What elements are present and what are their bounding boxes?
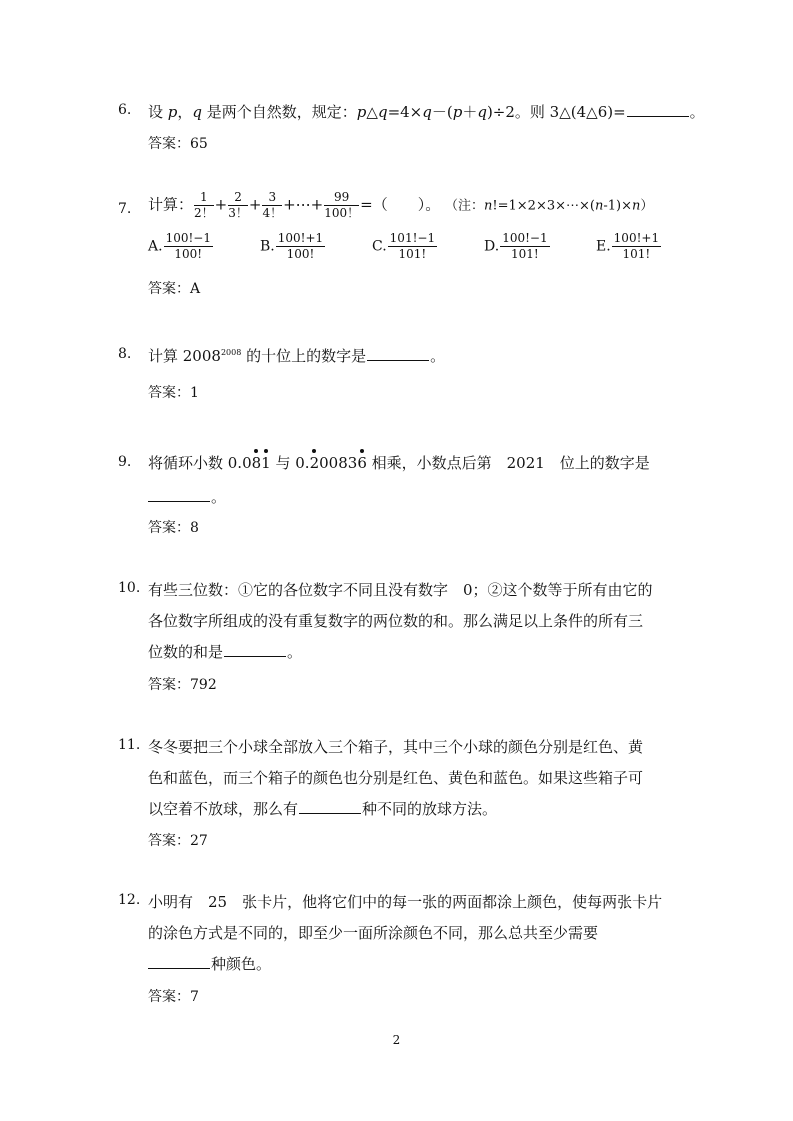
- q7-option-a: A. $\frac{100!-1}{100!}$: [148, 231, 211, 261]
- q12-line1: 小明有 25 张卡片，他将它们中的每一张的两面都涂上颜色，使每两张卡片: [148, 893, 663, 911]
- q9-text-line2: 。: [148, 486, 226, 507]
- answer-blank: [627, 104, 689, 117]
- fraction: $\frac{99}{100!}$: [324, 190, 360, 220]
- q10-line3: 位数的和是 。: [148, 643, 303, 661]
- answer-blank: [148, 489, 210, 502]
- q11-line3: 以空着不放球，那么有 种不同的放球方法。: [148, 800, 498, 818]
- q12-number: 12.: [118, 892, 141, 908]
- q8-text: 计算 $2008^{2008}$ 的十位上的数字是 。: [148, 347, 446, 365]
- answer-blank: [299, 801, 361, 814]
- q7-number: 7.: [118, 201, 132, 217]
- q11-line2: 色和蓝色，而三个箱子的颜色也分别是红色、黄色和蓝色。如果这些箱子可: [148, 769, 644, 787]
- q6-answer: 答案：65: [148, 136, 208, 152]
- q10-answer: 答案：792: [148, 677, 217, 693]
- q10-line1: 有些三位数：①它的各位数字不同且没有数字 0；②这个数等于所有由它的: [148, 581, 653, 599]
- q8-answer: 答案：1: [148, 385, 199, 401]
- q10-number: 10.: [118, 580, 141, 596]
- fraction: $\frac{1}{2!}$: [194, 190, 214, 220]
- q7-note: （注：n!=1×2×3×⋯×(n-1)×n）: [445, 198, 654, 214]
- q9-text: 将循环小数 0.081 与 0.200836 相乘，小数点后第 2021 位上的数字是: [148, 454, 650, 472]
- q7-option-d: D. $\frac{100!-1}{101!}$: [484, 231, 548, 261]
- q12-line2: 的涂色方式是不同的，即至少一面所涂颜色不同，那么总共至少需要: [148, 924, 599, 942]
- answer-blank: [367, 348, 429, 361]
- q9-number: 9.: [118, 454, 132, 470]
- fraction: $\frac{3}{4!}$: [262, 190, 283, 220]
- q9-answer: 答案：8: [148, 520, 199, 536]
- q6-number: 6.: [118, 102, 132, 118]
- q10-line2: 各位数字所组成的没有重复数字的两位数的和。那么满足以上条件的所有三: [148, 612, 644, 630]
- q11-answer: 答案：27: [148, 833, 208, 849]
- q12-line3: 种颜色。: [148, 953, 271, 974]
- q7-option-c: C. $\frac{101!-1}{101!}$: [372, 231, 436, 261]
- answer-blank: [224, 644, 286, 657]
- answer-blank: [148, 956, 210, 969]
- q8-number: 8.: [118, 346, 132, 362]
- q11-line1: 冬冬要把三个小球全部放入三个箱子，其中三个小球的颜色分别是红色、黄: [148, 738, 644, 756]
- q7-answer: 答案：A: [148, 281, 201, 297]
- q12-answer: 答案：7: [148, 989, 199, 1005]
- q7-option-e: E. $\frac{100!+1}{101!}$: [596, 231, 660, 261]
- q11-number: 11.: [118, 737, 141, 753]
- q7-option-b: B. $\frac{100!+1}{100!}$: [260, 231, 324, 261]
- page-number: 2: [392, 1033, 401, 1047]
- fraction: $\frac{2}{3!}$: [228, 190, 248, 220]
- q6-text: 设 p，q 是两个自然数，规定：p△q=4×q－(p＋q)÷2。则 3△(4△6)= 。: [148, 103, 705, 121]
- q7-text: 计算： $\frac{1}{2!}$ + $\frac{2}{3!}$ + $\frac{3}{4!}$ +⋯+ $\frac{99}{100!}$ =（ ）。 （注：n!=1×2×3×⋯×(n-1)×n）: [148, 190, 654, 220]
